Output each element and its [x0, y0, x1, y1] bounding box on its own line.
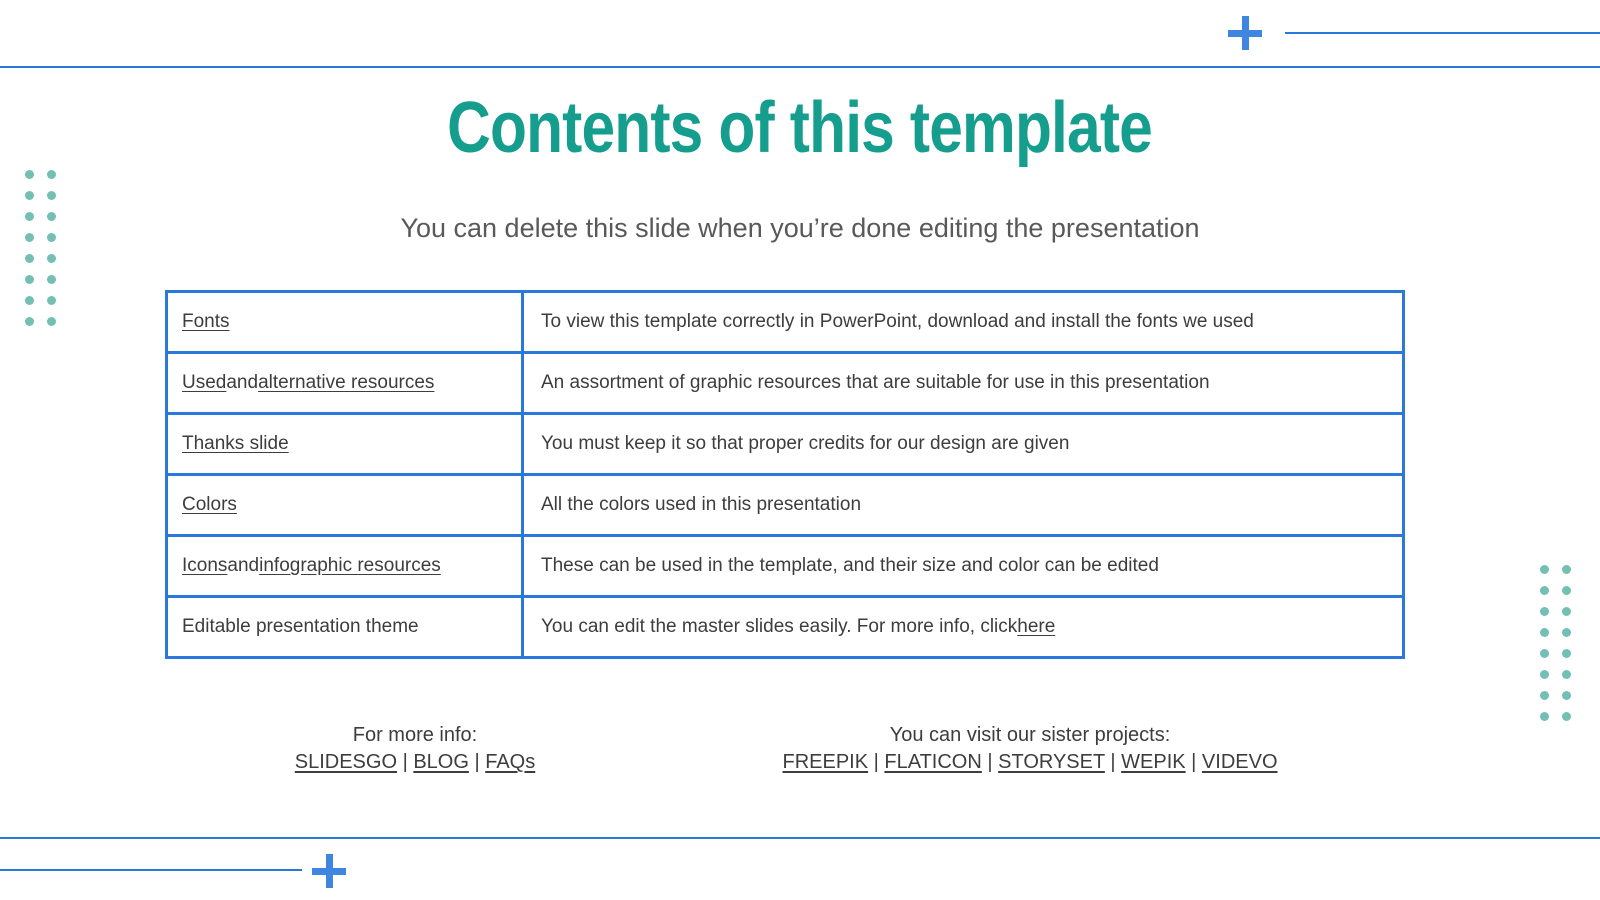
dot	[25, 191, 34, 200]
table-link[interactable]: alternative resources	[258, 372, 435, 393]
top-right-line	[1285, 32, 1600, 34]
table-link[interactable]: Icons	[182, 555, 228, 576]
top-divider-line	[0, 66, 1600, 68]
dot	[47, 275, 56, 284]
footer-info-links	[230, 749, 600, 776]
dot	[1540, 628, 1549, 637]
separator: |	[981, 751, 999, 773]
table-row	[168, 476, 1402, 537]
table-row	[168, 293, 1402, 354]
footer-link-blog[interactable]: BLOG	[413, 751, 469, 773]
cell-text: You must keep it so that proper credits for our design are given	[541, 433, 1070, 454]
table-row	[168, 598, 1402, 656]
footer-link-faqs[interactable]: FAQs	[485, 751, 536, 773]
table-row	[168, 354, 1402, 415]
footer-info-label: For more info:	[352, 724, 478, 746]
table-cell-right	[524, 598, 1402, 656]
table-link[interactable]: Used	[182, 372, 227, 393]
table-cell-left	[168, 598, 524, 656]
footer-info	[230, 722, 600, 776]
table-link[interactable]: Thanks slide	[182, 433, 289, 454]
table-cell-right	[524, 537, 1402, 595]
dot	[47, 170, 56, 179]
bottom-divider-line	[0, 837, 1600, 839]
dot	[1562, 586, 1571, 595]
plus-icon	[312, 854, 346, 888]
dot	[47, 296, 56, 305]
contents-table	[165, 290, 1405, 659]
bottom-left-line	[0, 869, 302, 871]
dot	[1562, 628, 1571, 637]
table-cell-left	[168, 476, 524, 534]
table-cell-right	[524, 415, 1402, 473]
cell-text: To view this template correctly in PowerPoint, download and install the fonts we used	[541, 311, 1254, 332]
dot	[1562, 712, 1571, 721]
dot	[25, 296, 34, 305]
footer-link-videvo[interactable]: VIDEVO	[1201, 751, 1278, 773]
cell-text: An assortment of graphic resources that are suitable for use in this presentation	[541, 372, 1210, 393]
right-dots-group	[1540, 565, 1571, 721]
page-title: Contents of this template	[447, 88, 1153, 168]
table-cell-right	[524, 476, 1402, 534]
cell-text: and	[227, 555, 260, 576]
table-cell-left	[168, 354, 524, 412]
title-wrap	[0, 86, 1600, 170]
left-dots-group	[25, 170, 56, 326]
dot	[1540, 691, 1549, 700]
separator: |	[468, 751, 486, 773]
footer-link-freepik[interactable]: FREEPIK	[782, 751, 869, 773]
table-cell-left	[168, 537, 524, 595]
dot	[25, 254, 34, 263]
subtitle-wrap	[0, 210, 1600, 246]
table-row	[168, 537, 1402, 598]
dot	[1562, 565, 1571, 574]
separator: |	[397, 751, 414, 773]
dot	[1540, 607, 1549, 616]
dot	[1540, 565, 1549, 574]
footer-link-slidesgo[interactable]: SLIDESGO	[294, 751, 398, 773]
dot	[1562, 649, 1571, 658]
footer-link-storyset[interactable]: STORYSET	[998, 751, 1105, 773]
page-subtitle: You can delete this slide when you’re done editing the presentation	[400, 213, 1200, 243]
dot	[47, 317, 56, 326]
dot	[1562, 607, 1571, 616]
footer-link-flaticon[interactable]: FLATICON	[884, 751, 982, 773]
footer-sister-projects	[750, 722, 1310, 776]
cell-text: Editable presentation theme	[182, 616, 419, 637]
dot	[1562, 691, 1571, 700]
cell-text: and	[226, 372, 259, 393]
dot	[47, 191, 56, 200]
dot	[1540, 586, 1549, 595]
table-link[interactable]: Colors	[182, 494, 237, 515]
table-link[interactable]: here	[1017, 616, 1056, 637]
dot	[47, 254, 56, 263]
dot	[25, 275, 34, 284]
table-row	[168, 415, 1402, 476]
table-link[interactable]: infographic resources	[259, 555, 441, 576]
plus-icon	[1228, 16, 1262, 50]
footer-link-wepik[interactable]: WEPIK	[1121, 751, 1186, 773]
dot	[1562, 670, 1571, 679]
dot	[1540, 712, 1549, 721]
table-cell-right	[524, 293, 1402, 351]
footer-sister-links	[750, 749, 1310, 776]
separator: |	[1185, 751, 1202, 773]
dot	[1540, 670, 1549, 679]
table-cell-left	[168, 293, 524, 351]
separator: |	[868, 751, 885, 773]
table-cell-left	[168, 415, 524, 473]
cell-text: These can be used in the template, and their size and color can be edited	[541, 555, 1159, 576]
dot	[1540, 649, 1549, 658]
table-cell-right	[524, 354, 1402, 412]
cell-text: You can edit the master slides easily. For more info, click	[541, 616, 1018, 637]
dot	[25, 317, 34, 326]
cell-text: All the colors used in this presentation	[541, 494, 862, 515]
separator: |	[1104, 751, 1122, 773]
dot	[25, 170, 34, 179]
table-link[interactable]: Fonts	[182, 311, 230, 332]
footer-sister-label: You can visit our sister projects:	[889, 724, 1171, 746]
